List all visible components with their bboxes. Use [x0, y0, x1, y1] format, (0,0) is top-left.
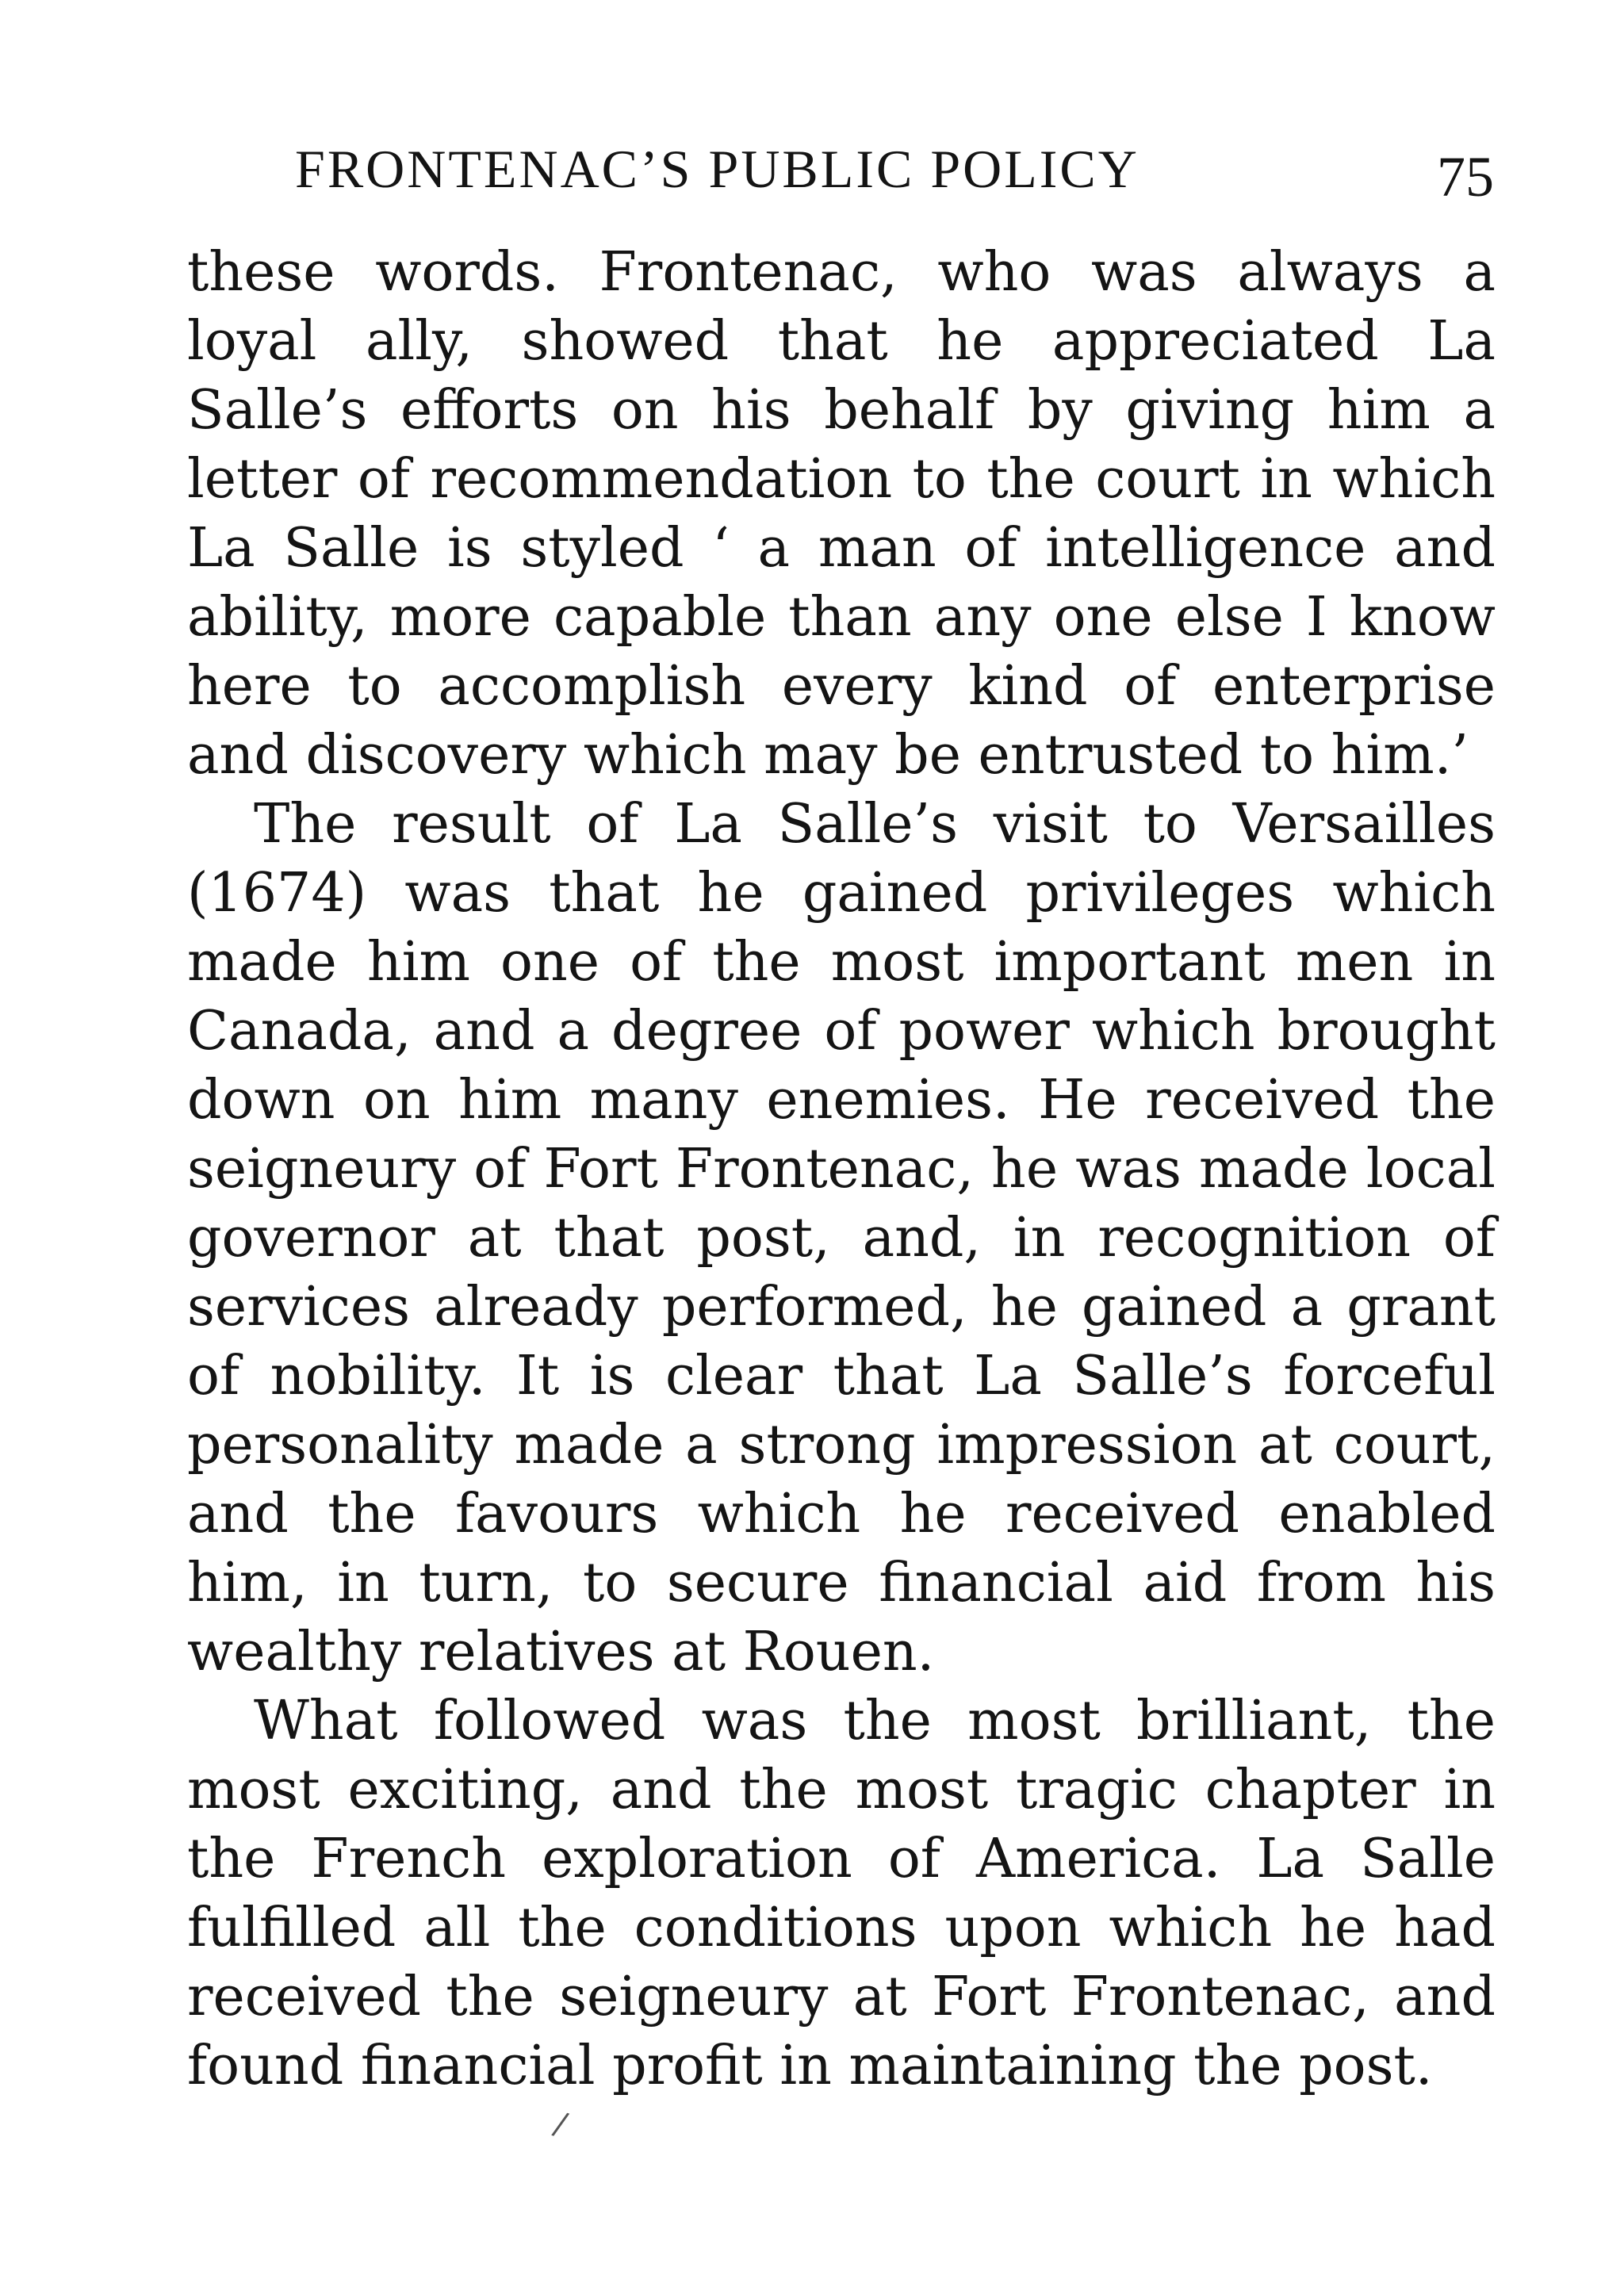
paragraph-exploration: What followed was the most brilliant, the most exciting, and the most tragic chapter in the French exploration of America. La Salle fulfilled all the conditions upon which he had received the seigneury at Fort Frontenac, and found financial profit in maintaining the post.: [187, 1690, 1496, 2097]
body-text: [187, 238, 1496, 2100]
running-head: [295, 133, 1494, 209]
page-number: 75: [1437, 145, 1494, 209]
paragraph-continued: these words. Frontenac, who was always a loyal ally, showed that he appreciated La Salle’s efforts on his behalf by giving him a letter of recommendation to the court in which La Salle is styled ‘ a man of intelligence and ability, more capable than any one else I know here to accomplish every kind of enterprise and discovery which may be entrusted to him.’: [187, 241, 1496, 787]
running-title: FRONTENAC’S PUBLIC POLICY: [295, 139, 1139, 199]
paragraph-versailles: The result of La Salle’s visit to Versailles (1674) was that he gained privileges which made him one of the most important men in Canada, and a degree of power which brought down on him many enemies. He received the seigneury of Fort Frontenac, he was made local governor at that post, and, in recognition of services already performed, he gained a grant of nobility. It is clear that La Salle’s forceful personality made a strong impression at court, and the favours which he received enabled him, in turn, to secure financial aid from his wealthy relatives at Rouen.: [187, 793, 1496, 1683]
stray-mark: /: [550, 2105, 572, 2143]
